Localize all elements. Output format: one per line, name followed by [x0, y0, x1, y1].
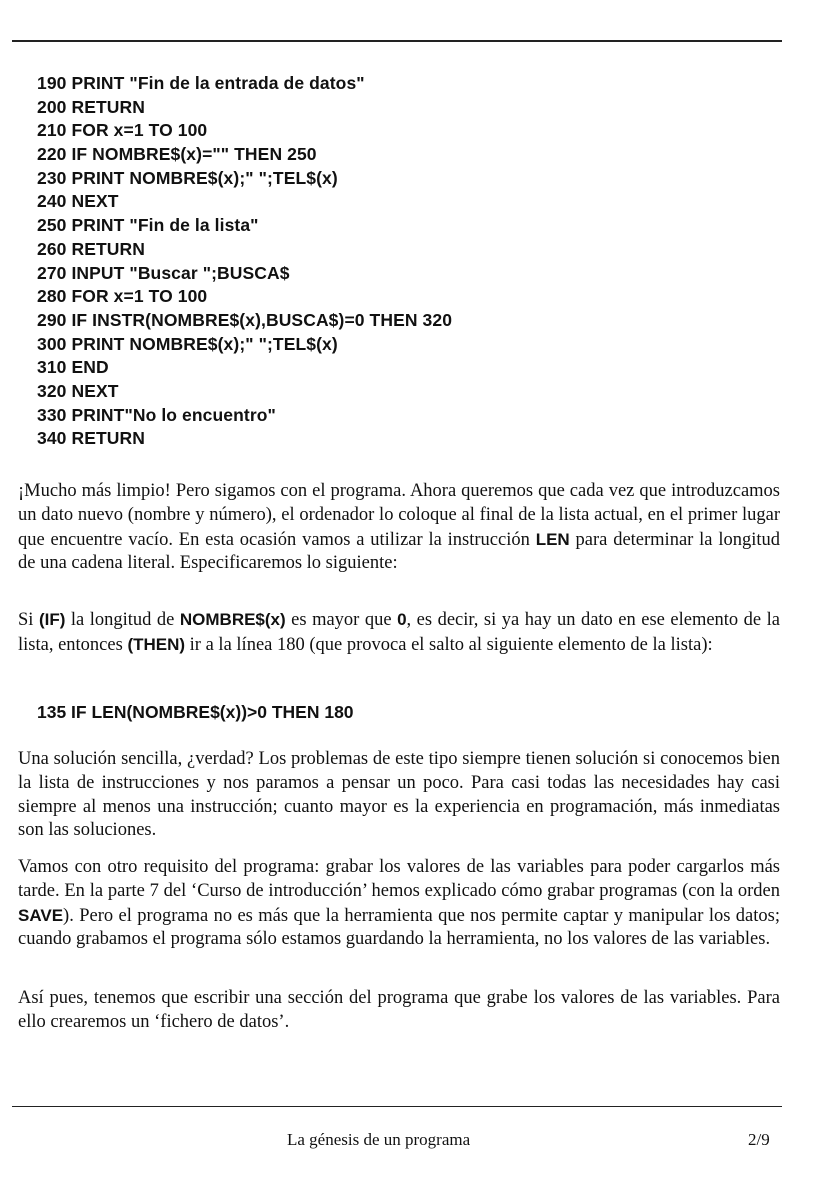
keyword-nombre: NOMBRE$(x) — [179, 610, 286, 629]
top-rule — [12, 40, 782, 42]
bottom-rule — [12, 1106, 782, 1107]
code-listing — [37, 72, 452, 451]
code-line-135: 135 IF LEN(NOMBRE$(x))>0 THEN 180 — [37, 702, 354, 722]
paragraph-solution: Una solución sencilla, ¿verdad? Los problemas de este tipo siempre tienen solución si conocemos bien la lista de instrucciones y nos paramos a pensar un poco. Para casi todas las necesidades hay casi siempre al menos una instrucción; cuanto mayor es la experiencia en programación, más inmediatas son las soluciones. — [18, 749, 780, 841]
code-line: 190 PRINT "Fin de la entrada de datos" — [37, 73, 365, 93]
keyword-zero: 0 — [397, 610, 407, 629]
code-line: 250 PRINT "Fin de la lista" — [37, 215, 259, 236]
paragraph-intro — [18, 480, 780, 576]
text: la longitud de — [65, 610, 180, 630]
code-line: 200 RETURN — [37, 96, 145, 117]
text: , es decir, si ya hay un dato en ese elemento de la lista, entonces — [18, 610, 780, 655]
text: es mayor que — [285, 610, 398, 630]
paragraph-data-file: Así pues, tenemos que escribir una sección del programa que grabe los valores de las variables. Para ello crearemos un ‘fichero de datos’. — [18, 988, 780, 1032]
code-line: 270 INPUT "Buscar ";BUSCA$ — [37, 262, 290, 283]
code-line: 280 FOR x=1 TO 100 — [37, 286, 208, 307]
code-line: 260 RETURN — [37, 238, 145, 259]
code-line: 210 FOR x=1 TO 100 — [37, 120, 208, 141]
text: para determinar la longitud de una cadena literal. Especificaremos lo siguiente: — [18, 529, 780, 574]
paragraph-condition — [18, 608, 780, 658]
keyword-then: (THEN) — [127, 634, 186, 654]
keyword-save: SAVE — [18, 905, 64, 925]
code-line: 220 IF NOMBRE$(x)="" THEN 250 — [37, 144, 317, 165]
text: Vamos con otro requisito del programa: grabar los valores de las variables para poder cargarlos más tarde. En la parte 7 del ‘Curso de introducción’ hemos explicado cómo grabar programas (con la orden — [18, 857, 780, 901]
text: ). Pero el programa no es más que la herramienta que nos permite captar y manipular los datos; cuando grabamos el programa sólo estamos guardando la herramienta, no los valores de las variables. — [18, 905, 780, 950]
code-line: 300 PRINT NOMBRE$(x);" ";TEL$(x) — [37, 333, 338, 354]
page-number: 2/9 — [748, 1130, 770, 1149]
code-line: 230 PRINT NOMBRE$(x);" ";TEL$(x) — [37, 167, 338, 188]
code-line: 320 NEXT — [37, 380, 119, 401]
code-line: 290 IF INSTR(NOMBRE$(x),BUSCA$)=0 THEN 320 — [37, 309, 453, 330]
text: Si — [18, 610, 39, 630]
keyword-len: LEN — [535, 529, 570, 549]
footer-title: La génesis de un programa — [287, 1130, 471, 1149]
keyword-if: (IF) — [38, 610, 66, 629]
code-line: 240 NEXT — [37, 191, 119, 212]
text: ir a la línea 180 (que provoca el salto al siguiente elemento de la lista): — [185, 634, 713, 655]
paragraph-save — [18, 856, 780, 952]
text: ¡Mucho más limpio! Pero sigamos con el programa. Ahora queremos que cada vez que introduzcamos un dato nuevo (nombre y número), el ordenador lo coloque al final de la lista actual, en el primer lugar que encuentre vacío. En esta ocasión vamos a utilizar la instrucción — [18, 481, 780, 550]
code-line: 330 PRINT"No lo encuentro" — [37, 404, 276, 425]
code-line: 340 RETURN — [37, 428, 145, 449]
code-line: 310 END — [37, 357, 109, 378]
